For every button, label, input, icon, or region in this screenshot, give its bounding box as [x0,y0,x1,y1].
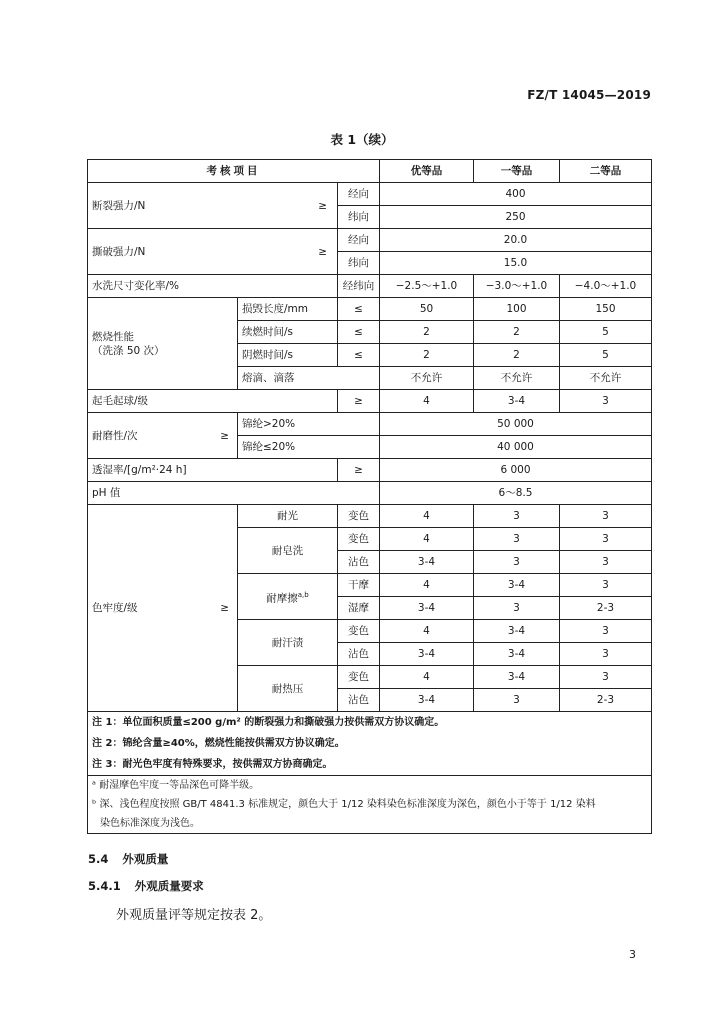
footnote: ᵃ 耐湿摩色牢度一等品深色可降半级。 [92,780,260,791]
operator: ≥ [338,459,380,482]
table-row [88,229,652,252]
sub-item: 续燃时间/s [238,321,338,344]
value-grade-3: 3 [560,620,652,643]
value: 400 [380,183,652,206]
value-grade-1: 50 [380,298,474,321]
notes-row [88,712,652,776]
body-paragraph: 外观质量评等规定按表 2。 [116,908,272,923]
operator: ≤ [338,298,380,321]
value-grade-2: 3 [474,528,560,551]
fastness-type: 耐热压 [238,666,338,712]
value-grade-3: 5 [560,321,652,344]
footnotes-cell [88,776,652,834]
row-label: 水洗尺寸变化率/% [88,275,338,298]
table-row [88,413,652,436]
sub-item: 熔滴、滴落 [238,367,380,390]
assessment: 干摩 [338,574,380,597]
value-grade-2: 2 [474,344,560,367]
notes-cell [88,712,652,776]
abrasion-label [88,413,238,459]
row-label: 透湿率/[g/m²·24 h] [88,459,338,482]
value-grade-1: 3-4 [380,551,474,574]
assessment: 沾色 [338,689,380,712]
value-grade-1: 2 [380,344,474,367]
sub-item: 损毁长度/mm [238,298,338,321]
value-grade-1: 4 [380,528,474,551]
operator: ≥ [318,245,327,258]
value-grade-3: 2-3 [560,689,652,712]
rub-name: 耐摩擦 [266,592,298,605]
header-grade-1: 优等品 [380,160,474,183]
value-grade-3: 3 [560,643,652,666]
table-header-row [88,160,652,183]
value-grade-2: 100 [474,298,560,321]
condition: 锦纶≤20% [238,436,380,459]
tearing-strength-label [88,229,338,275]
value-grade-2: 3-4 [474,390,560,413]
header-item: 考核项目 [88,160,380,183]
section-number: 5.4.1 [88,879,121,893]
value-grade-3: 150 [560,298,652,321]
value-grade-1: 不允许 [380,367,474,390]
note: 注 3：耐光色牢度有特殊要求，按供需双方协商确定。 [92,759,333,770]
value-grade-2: 3 [474,551,560,574]
footnote-marker: a,b [297,590,309,599]
direction: 经纬向 [338,275,380,298]
value-grade-2: 2 [474,321,560,344]
requirements-table [87,159,652,834]
footnote: ᵇ 深、浅色程度按照 GB/T 4841.3 标准规定，颜色大于 1/12 染料染色标准深度为深色，颜色小于等于 1/12 染料 [92,799,596,810]
row-label: 色牢度/级 [92,602,138,614]
operator: ≤ [338,344,380,367]
value-grade-1: 4 [380,390,474,413]
value-grade-3: 3 [560,390,652,413]
footnotes-row [88,776,652,834]
table-row [88,505,652,528]
operator: ≥ [220,429,229,442]
condition: 锦纶>20% [238,413,380,436]
row-sublabel: （洗涤 50 次） [92,344,165,357]
fastness-type: 耐光 [238,505,338,528]
value: 50 000 [380,413,652,436]
value-grade-1: −2.5～+1.0 [380,275,474,298]
assessment: 变色 [338,620,380,643]
fastness-type: 耐皂洗 [238,528,338,574]
section-heading-5-4 [88,851,182,867]
direction: 经向 [338,229,380,252]
value-grade-1: 3-4 [380,597,474,620]
value-grade-2: 3 [474,505,560,528]
value: 20.0 [380,229,652,252]
value-grade-3: 3 [560,528,652,551]
row-label: 燃烧性能 [92,330,134,343]
note: 注 1：单位面积质量≤200 g/m² 的断裂强力和撕破强力按供需双方协议确定。 [92,717,445,728]
value: 250 [380,206,652,229]
table-row [88,459,652,482]
value-grade-1: 4 [380,666,474,689]
value-grade-1: 2 [380,321,474,344]
value-grade-3: 3 [560,505,652,528]
row-label: 撕破强力/N [92,245,146,258]
value-grade-1: 4 [380,574,474,597]
assessment: 沾色 [338,643,380,666]
value-grade-3: 不允许 [560,367,652,390]
standard-number: FZ/T 14045—2019 [527,88,651,102]
value-grade-1: 4 [380,505,474,528]
header-grade-2: 一等品 [474,160,560,183]
value-grade-2: −3.0～+1.0 [474,275,560,298]
row-label: 断裂强力/N [92,199,146,212]
sub-item: 阴燃时间/s [238,344,338,367]
value-grade-3: 3 [560,574,652,597]
section-number: 5.4 [88,852,109,866]
value-grade-3: −4.0～+1.0 [560,275,652,298]
value-grade-2: 3-4 [474,643,560,666]
value-grade-1: 4 [380,620,474,643]
value-grade-2: 不允许 [474,367,560,390]
header-grade-3: 二等品 [560,160,652,183]
section-title: 外观质量 [122,852,169,866]
row-label: 耐磨性/次 [92,429,138,442]
assessment: 变色 [338,666,380,689]
value: 40 000 [380,436,652,459]
operator: ≥ [318,199,327,212]
table-row [88,275,652,298]
section-heading-5-4-1 [88,878,218,894]
value-grade-3: 2-3 [560,597,652,620]
section-title: 外观质量要求 [134,879,204,893]
value: 6～8.5 [380,482,652,505]
value-grade-3: 5 [560,344,652,367]
direction: 纬向 [338,206,380,229]
operator: ≤ [338,321,380,344]
value-grade-2: 3-4 [474,666,560,689]
fastness-label [88,505,238,712]
value-grade-1: 3-4 [380,643,474,666]
page-number: 3 [629,948,636,961]
fastness-type [238,574,338,620]
flame-label [88,298,238,390]
assessment: 湿摩 [338,597,380,620]
value-grade-2: 3 [474,597,560,620]
operator: ≥ [338,390,380,413]
value-grade-2: 3 [474,689,560,712]
table-row [88,482,652,505]
table-row [88,390,652,413]
value-grade-3: 3 [560,551,652,574]
assessment: 变色 [338,528,380,551]
breaking-strength-label [88,183,338,229]
note: 注 2：锦纶含量≥40%，燃烧性能按供需双方协议确定。 [92,738,345,749]
value-grade-2: 3-4 [474,574,560,597]
table-caption: 表 1（续） [330,132,394,147]
value-grade-1: 3-4 [380,689,474,712]
value: 6 000 [380,459,652,482]
table-row [88,298,652,321]
direction: 纬向 [338,252,380,275]
table-row [88,183,652,206]
fastness-type: 耐汗渍 [238,620,338,666]
row-label: pH 值 [88,482,380,505]
value: 15.0 [380,252,652,275]
assessment: 变色 [338,505,380,528]
row-label: 起毛起球/级 [88,390,338,413]
footnote: 染色标准深度为浅色。 [100,818,200,829]
assessment: 沾色 [338,551,380,574]
value-grade-2: 3-4 [474,620,560,643]
operator: ≥ [220,602,229,614]
value-grade-3: 3 [560,666,652,689]
direction: 经向 [338,183,380,206]
